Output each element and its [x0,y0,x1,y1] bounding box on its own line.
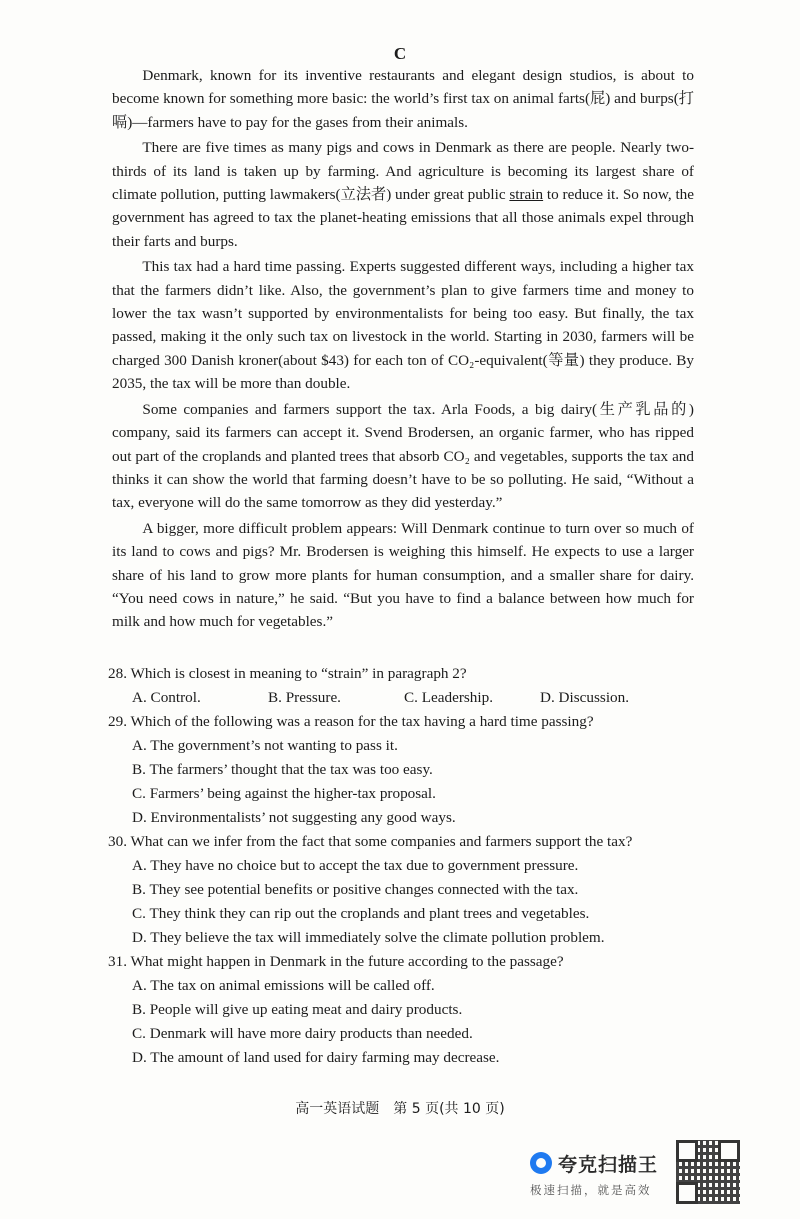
question-stem: 31. What might happen in Denmark in the future according to the passage? [108,953,564,970]
question-stem: 30. What can we infer from the fact that some companies and farmers support the tax? [108,833,633,850]
option-a: A. The government’s not wanting to pass it. [132,737,398,754]
scanner-watermark [526,1142,696,1206]
paragraph-2-before: There are five times as many pigs and cows in Denmark as there are people. Nearly two-thirds of its land is taken up by farming. And agriculture is becoming its largest share of climate pollution, putting lawmakers(立法者) under great public [112,139,694,204]
option-d: D. Environmentalists’ not suggesting any good ways. [132,809,456,826]
paragraph-5: A bigger, more difficult problem appears: Will Denmark continue to turn over so much of its land to cows and pigs? Mr. Brodersen is weighing this himself. He expects to use a larger share of his land to grow more plants for human consumption, and a smaller share for dairy. “You need cows in nature,” he said. “But you have to find a balance between how much for milk and how much for vegetables.” [112,519,694,631]
option-a: A. Control. [132,689,201,706]
option-a: A. They have no choice but to accept the tax due to government pressure. [132,857,579,874]
quark-logo-icon [530,1152,552,1174]
option-b: B. Pressure. [268,689,341,706]
option-row [132,686,698,710]
paragraph-2 [112,136,694,253]
question-stem: 28. Which is closest in meaning to “strain” in paragraph 2? [108,665,467,682]
question-31 [108,950,698,1070]
option-c: C. Denmark will have more dairy products than needed. [132,1025,473,1042]
reading-passage [112,64,694,636]
paragraph-2-after: to reduce it. So now, the government has agreed to tax the planet-heating emissions that all those animals expel through their farts and burps. [112,186,694,250]
paragraph-1: Denmark, known for its inventive restaurants and elegant design studios, is about to become known for something more basic: the world’s first tax on animal farts(屁) and burps(打嗝)—farmers have to pay for the gases from their animals. [112,67,694,131]
qr-finder-pattern [676,1182,698,1204]
paragraph-3: This tax had a hard time passing. Experts suggested different ways, including a higher tax that the farmers didn’t like. Also, the government’s plan to give farmers time and money to lower the tax wasn’t supported by environmentalists for being too easy. But finally, the tax passed, making it the only such tax on livestock in the world. Starting in 2030, farmers will be charged 300 Danish kroner(about $43) for each ton of CO₂-equivalent(等量) they produce. By 2035, the tax will be more than double. [112,258,694,393]
section-letter: C [393,44,407,63]
underlined-word-strain: strain [509,186,544,204]
qr-code-icon [676,1140,740,1204]
question-29 [108,710,698,830]
option-b: B. The farmers’ thought that the tax was too easy. [132,761,433,778]
option-a: A. The tax on animal emissions will be called off. [132,977,435,994]
option-b: B. They see potential benefits or positive changes connected with the tax. [132,881,579,898]
option-b: B. People will give up eating meat and dairy products. [132,1001,463,1018]
option-d: D. Discussion. [540,689,630,706]
watermark-slogan: 极速扫描，就是高效 [530,1183,652,1197]
question-30 [108,830,698,950]
option-c: C. Farmers’ being against the higher-tax proposal. [132,785,436,802]
option-d: D. The amount of land used for dairy farming may decrease. [132,1049,500,1066]
paragraph-4: Some companies and farmers support the tax. Arla Foods, a big dairy(生产乳品的) company, said its farmers can accept it. Svend Brodersen, an organic farmer, who has ripped out part of the croplands and planted trees that absorb CO₂ and vegetables, supports the tax and thinks it can show the world that farming doesn’t have to be so polluting. He said, “Without a tax, everyone will do the same tomorrow as they did yesterday.” [112,400,694,512]
option-c: C. They think they can rip out the croplands and plant trees and vegetables. [132,905,590,922]
question-list [108,662,698,1070]
option-d: D. They believe the tax will immediately solve the climate pollution problem. [132,929,605,946]
question-stem: 29. Which of the following was a reason for the tax having a hard time passing? [108,713,594,730]
option-c: C. Leadership. [404,689,493,706]
question-28 [108,662,698,710]
watermark-brand: 夸克扫描王 [558,1154,659,1176]
page-footer: 高一英语试题 第 5 页(共 10 页) [295,1101,505,1117]
